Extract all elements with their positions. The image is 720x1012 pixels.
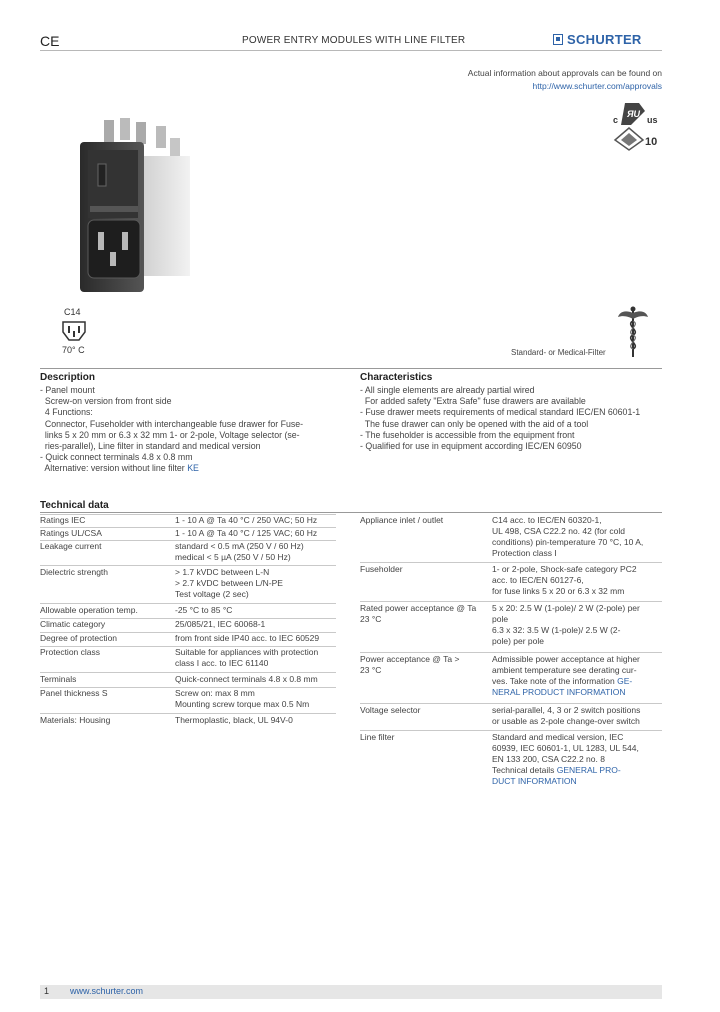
temperature-rating: 70° C — [62, 345, 85, 355]
table-row — [40, 567, 108, 578]
row-value: 1 - 10 A @ Ta 40 °C / 250 VAC; 50 Hz — [175, 515, 318, 525]
enec-mark-icon — [611, 126, 663, 152]
row-value: 60939, IEC 60601-1, UL 1283, UL 544, — [492, 743, 639, 753]
general-info-link[interactable]: GE- — [617, 676, 633, 686]
approvals-link[interactable]: http://www.schurter.com/approvals — [532, 81, 662, 91]
table-row — [360, 705, 420, 716]
table-row — [360, 603, 476, 625]
table-row — [360, 515, 443, 526]
row-value: for fuse links 5 x 20 or 6.3 x 32 mm — [492, 586, 625, 596]
row-value: pole — [492, 614, 509, 624]
description-line: ries-parallel), Line filter in standard and medical version — [40, 441, 261, 452]
characteristics-body — [360, 385, 662, 452]
row-value: 25/085/21, IEC 60068-1 — [175, 619, 266, 629]
row-value: Protection class I — [492, 548, 557, 558]
ul-recognized-icon — [609, 99, 663, 127]
general-info-link[interactable]: DUCT INFORMATION — [492, 776, 577, 786]
row-value: > 1.7 kVDC between L-N — [175, 567, 270, 577]
row-label: Ratings IEC — [40, 515, 86, 525]
row-label: Degree of protection — [40, 633, 118, 643]
row-label: 23 °C — [360, 614, 382, 624]
row-value: 1- or 2-pole, Shock-safe category PC2 — [492, 564, 637, 574]
description-divider — [40, 368, 662, 369]
characteristics-line: - The fuseholder is accessible from the equipment front — [360, 429, 575, 440]
characteristics-line: For added safety "Extra Safe" fuse drawers are available — [360, 396, 586, 407]
ke-link[interactable]: KE — [187, 463, 199, 474]
row-value: ves. Take note of the information — [492, 676, 615, 686]
table-row — [40, 515, 85, 526]
row-value: standard < 0.5 mA (250 V / 60 Hz) — [175, 541, 304, 551]
header-divider — [40, 50, 662, 51]
row-value: medical < 5 µA (250 V / 50 Hz) — [175, 552, 291, 562]
characteristics-line: - Fuse drawer meets requirements of medical standard IEC/EN 60601-1 — [360, 407, 641, 418]
table-row — [40, 605, 138, 616]
general-info-link[interactable]: GENERAL PRO- — [556, 765, 621, 775]
footer-url-link[interactable]: www.schurter.com — [70, 986, 144, 996]
characteristics-line: - Qualified for use in equipment according IEC/EN 60950 — [360, 441, 582, 452]
row-label: Voltage selector — [360, 705, 421, 715]
table-row — [40, 674, 76, 685]
description-line: Connector, Fuseholder with interchangeable fuse drawer for Fuse- — [40, 418, 304, 429]
row-label: Leakage current — [40, 541, 102, 551]
row-label: Dielectric strength — [40, 567, 109, 577]
description-line: links 5 x 20 mm or 6.3 x 32 mm 1- or 2-pole, Voltage selector (se- — [40, 429, 300, 440]
row-value: Thermoplastic, black, UL 94V-0 — [175, 715, 293, 725]
technical-divider — [40, 512, 662, 513]
row-value: acc. to IEC/EN 60127-6, — [492, 575, 584, 585]
row-value: from front side IP40 acc. to IEC 60529 — [175, 633, 320, 643]
row-value: serial-parallel, 4, 3 or 2 switch positions — [492, 705, 641, 715]
row-value: -25 °C to 85 °C — [175, 605, 233, 615]
row-value: ambient temperature see derating cur- — [492, 665, 637, 675]
row-value: or usable as 2-pole change-over switch — [492, 716, 640, 726]
row-value: > 2.7 kVDC between L/N-PE — [175, 578, 283, 588]
row-value: C14 acc. to IEC/EN 60320-1, — [492, 515, 602, 525]
table-row — [40, 619, 105, 630]
row-value: EN 133 200, CSA C22.2 no. 8 — [492, 754, 605, 764]
logo-text: SCHURTER — [567, 32, 642, 47]
row-label: Appliance inlet / outlet — [360, 515, 444, 525]
row-value: Admissible power acceptance at higher — [492, 654, 640, 664]
ul-c-text: c — [613, 115, 619, 125]
row-label: Fuseholder — [360, 564, 403, 574]
brand-logo — [553, 32, 642, 47]
table-row — [360, 732, 395, 743]
table-row — [40, 688, 108, 699]
alternative-text: Alternative: version without line filter — [40, 463, 185, 474]
row-label: Protection class — [40, 647, 100, 657]
row-label: Power acceptance @ Ta > — [360, 654, 460, 664]
row-label: Allowable operation temp. — [40, 605, 138, 615]
logo-mark-icon — [553, 34, 563, 45]
variant-caption: Standard- or Medical-Filter — [511, 348, 606, 357]
row-value: Suitable for appliances with protection — [175, 647, 319, 657]
description-title: Description — [40, 372, 96, 383]
table-row — [40, 647, 100, 658]
ul-us-text: us — [647, 115, 658, 125]
description-body — [40, 385, 340, 475]
row-value: Technical details — [492, 765, 555, 775]
table-row — [40, 541, 101, 552]
table-row — [40, 633, 117, 644]
document-title: POWER ENTRY MODULES WITH LINE FILTER — [242, 35, 466, 46]
table-row — [40, 715, 110, 726]
row-value: UL 498, CSA C22.2 no. 42 (for cold — [492, 526, 625, 536]
table-row — [40, 528, 102, 539]
row-label: Materials: Housing — [40, 715, 111, 725]
characteristics-line: - All single elements are already partial wired — [360, 385, 535, 395]
description-line: - Quick connect terminals 4.8 x 0.8 mm — [40, 452, 193, 463]
approvals-note — [468, 67, 662, 93]
approvals-text: Actual information about approvals can be found on — [467, 68, 662, 78]
row-value: Screw on: max 8 mm — [175, 688, 255, 698]
row-value: Quick-connect terminals 4.8 x 0.8 mm — [175, 674, 318, 684]
row-value: conditions) pin-temperature 70 °C, 10 A, — [492, 537, 644, 547]
description-line: Screw-on version from front side — [40, 396, 172, 407]
row-value: 5 x 20: 2.5 W (1-pole)/ 2 W (2-pole) per — [492, 603, 640, 613]
row-value: pole) per pole — [492, 636, 544, 646]
row-value: Test voltage (2 sec) — [175, 589, 249, 599]
row-label: Ratings UL/CSA — [40, 528, 102, 538]
row-value: Standard and medical version, IEC — [492, 732, 624, 742]
row-label: Line filter — [360, 732, 395, 742]
table-row — [360, 654, 459, 676]
table-row — [360, 564, 403, 575]
description-line: - Panel mount — [40, 385, 95, 395]
connector-label: C14 — [64, 307, 81, 317]
description-line: 4 Functions: — [40, 407, 93, 418]
row-label: Rated power acceptance @ Ta — [360, 603, 477, 613]
document-code: CE — [40, 33, 60, 49]
svg-text:ЯU: ЯU — [627, 109, 641, 119]
c14-connector-icon — [60, 320, 88, 342]
enec-number: 10 — [645, 136, 658, 148]
row-value: Mounting screw torque max 0.5 Nm — [175, 699, 310, 709]
medical-caduceus-icon — [616, 305, 650, 359]
row-value: 6.3 x 32: 3.5 W (1-pole)/ 2.5 W (2- — [492, 625, 621, 635]
row-label: 23 °C — [360, 665, 382, 675]
characteristics-line: The fuse drawer can only be opened with the aid of a tool — [360, 418, 589, 429]
row-value: 1 - 10 A @ Ta 40 °C / 125 VAC; 60 Hz — [175, 528, 318, 538]
characteristics-title: Characteristics — [360, 372, 433, 383]
page-number: 1 — [44, 986, 50, 996]
row-value: class I acc. to IEC 61140 — [175, 658, 269, 668]
product-photo — [76, 116, 198, 294]
row-label: Panel thickness S — [40, 688, 108, 698]
row-label: Climatic category — [40, 619, 106, 629]
general-info-link[interactable]: NERAL PRODUCT INFORMATION — [492, 687, 626, 697]
row-label: Terminals — [40, 674, 77, 684]
technical-data-title: Technical data — [40, 500, 109, 511]
